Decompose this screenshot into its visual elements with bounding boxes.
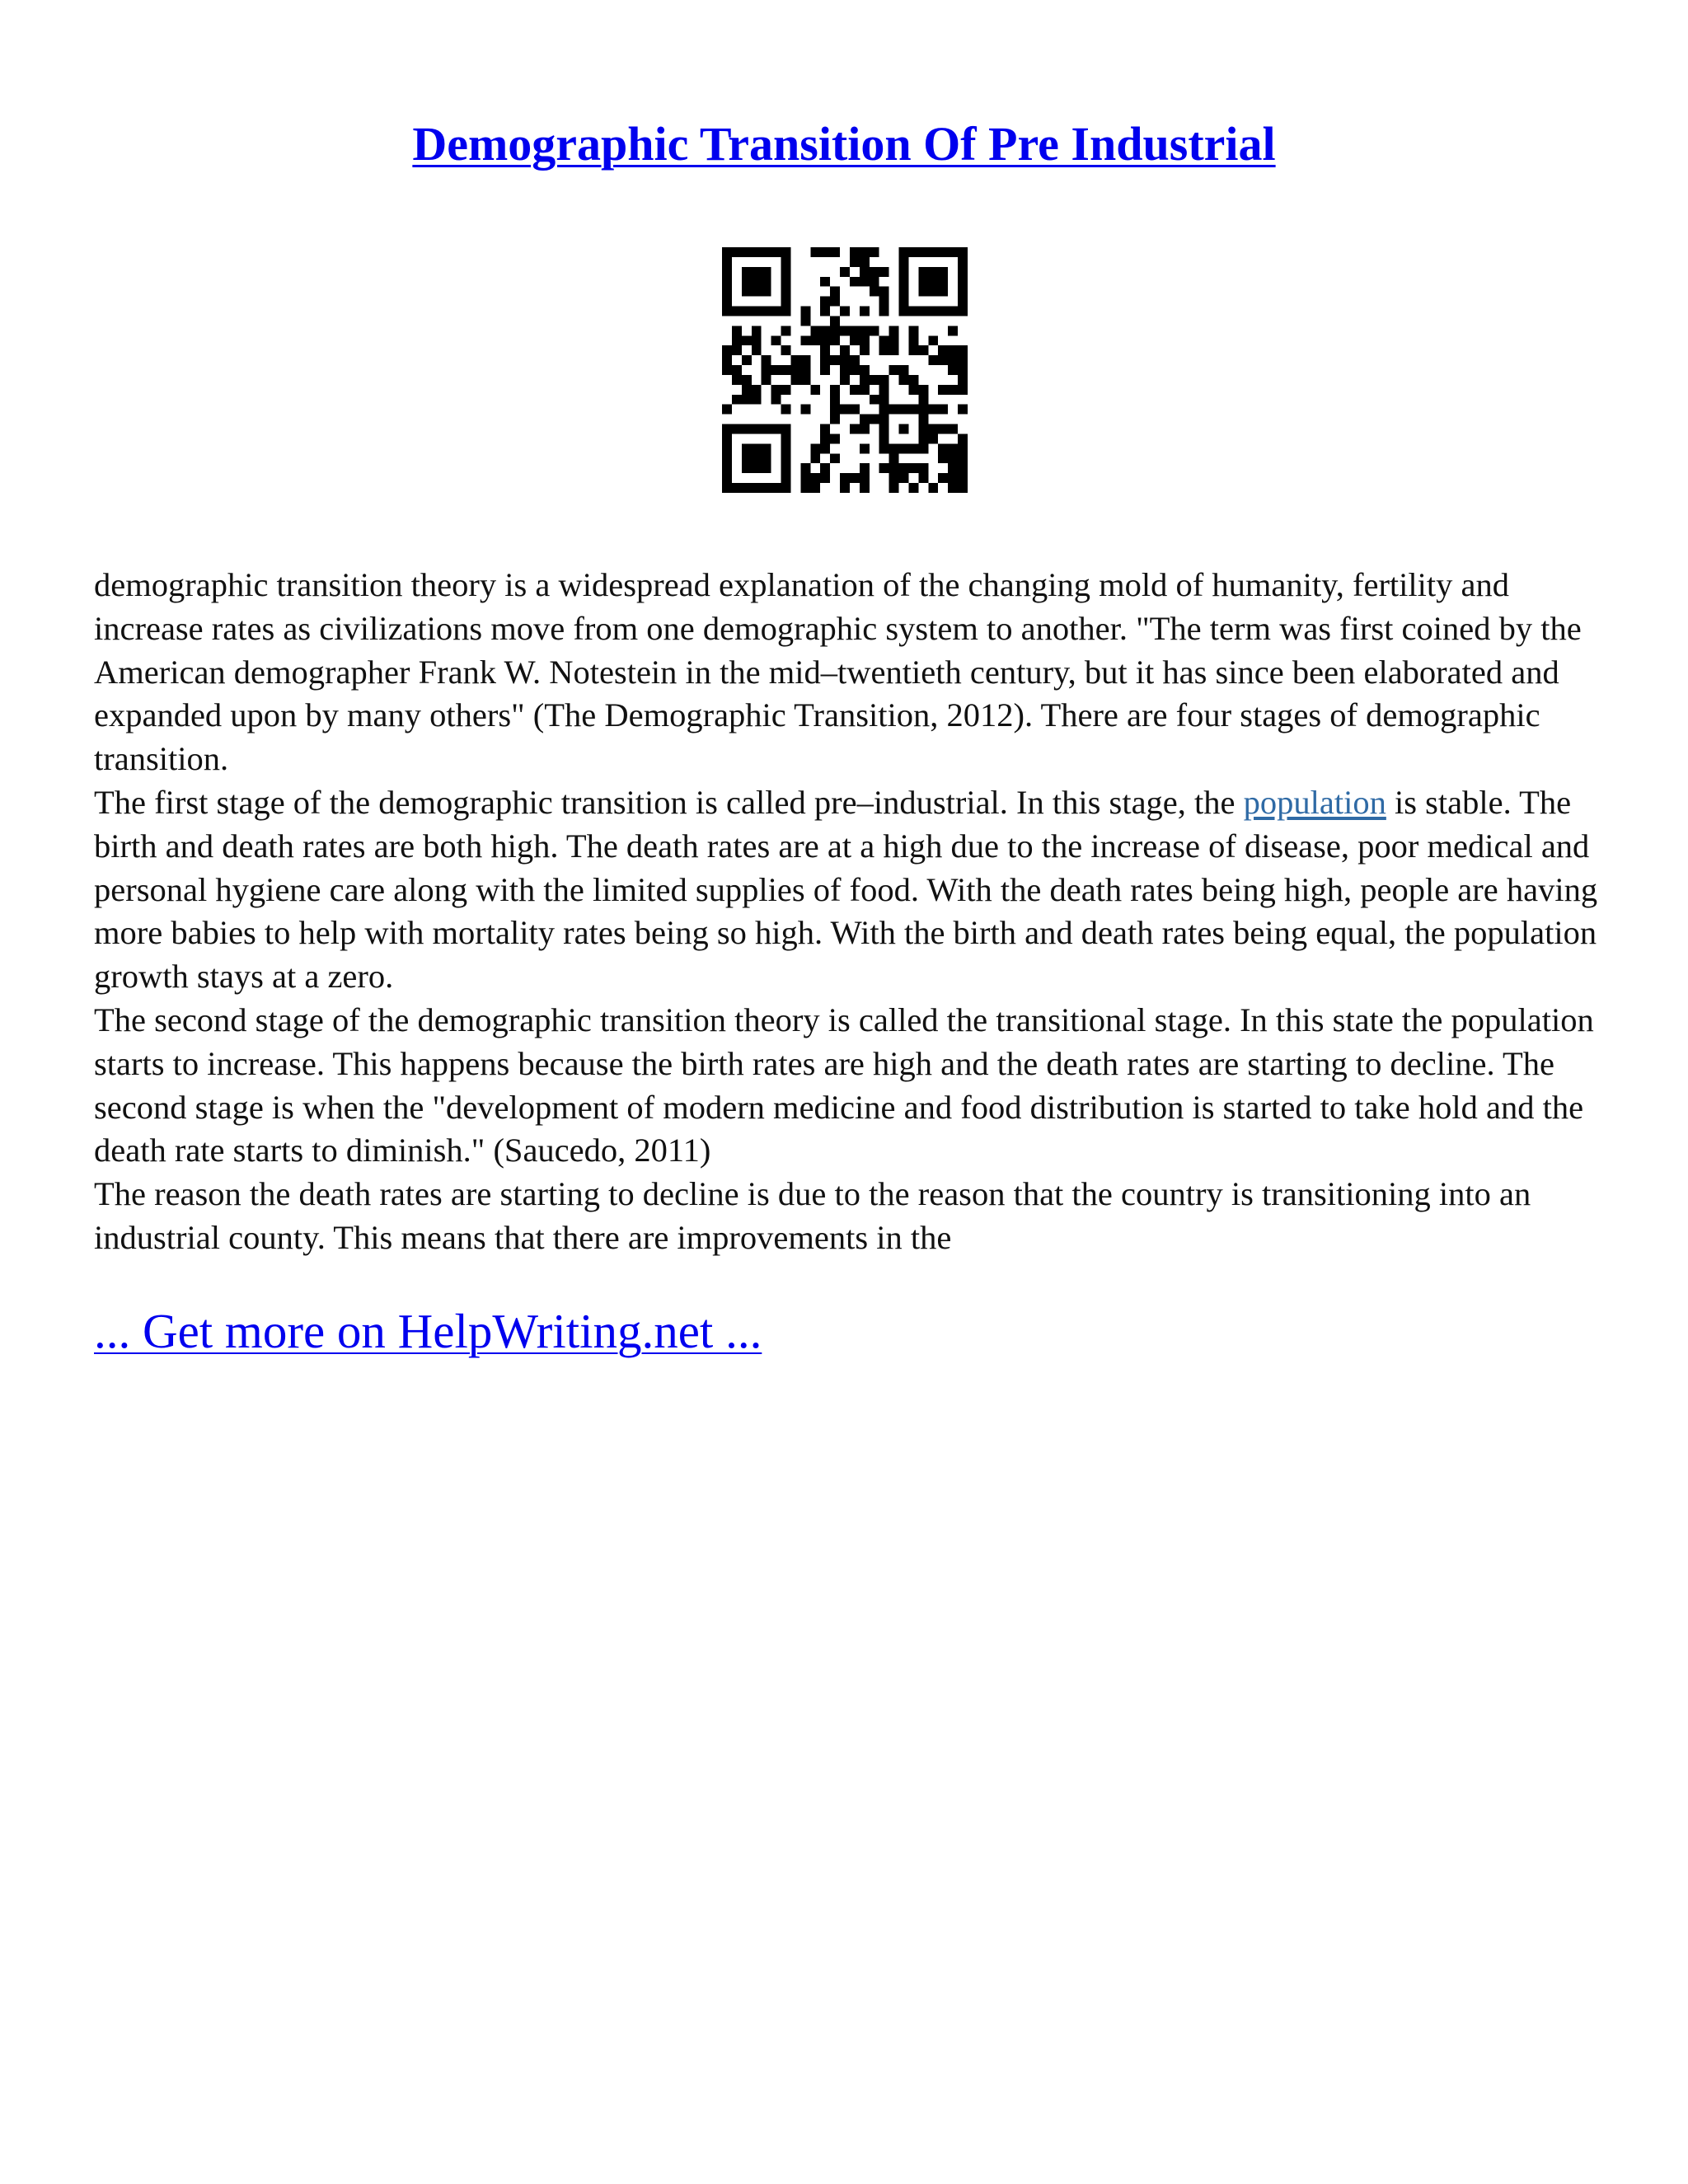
paragraph-stage-one-start: The first stage of the demographic transition is called pre–industrial. In this stage, the xyxy=(94,783,1244,821)
paragraph-intro: demographic transition theory is a widespread explanation of the changing mold of humanity, fertility and increase rates as civilizations move from one demographic system to another. "The term was first coined by the American demographer Frank W. Notestein in the mid–twentieth century, but it has since been elaborated and expanded upon by many others" (The Demographic Transition, 2012). There are four stages of demographic transition. xyxy=(94,566,1582,778)
title-link[interactable]: Demographic Transition Of Pre Industrial xyxy=(412,117,1276,171)
get-more-link[interactable]: ... Get more on HelpWriting.net ... xyxy=(94,1304,762,1358)
page-title xyxy=(0,115,1688,173)
paragraph-stage-one xyxy=(94,781,1607,999)
more-info xyxy=(94,1302,762,1360)
paragraph-stage-one-end: is stable. The birth and death rates are both high. The death rates are at a high due to the increase of disease, poor medical and personal hygiene care along with the limited supplies of food. With the death rates being high, people are having more babies to help with mortality rates being so high. With the birth and death rates being equal, the population growth stays at a zero. xyxy=(94,783,1598,996)
paragraph-stage-two: The second stage of the demographic transition theory is called the transitional stage. In this state the population starts to increase. This happens because the birth rates are high and the death rates are starting to decline. The second stage is when the "development of modern medicine and food distribution is started to take hold and the death rate starts to diminish." (Saucedo, 2011) xyxy=(94,1001,1594,1169)
qr-code-icon xyxy=(722,247,968,493)
paragraph-stage-two-continued: The reason the death rates are starting to decline is due to the reason that the country is transitioning into an industrial county. This means that there are improvements in the xyxy=(94,1175,1531,1256)
population-link[interactable]: population xyxy=(1243,783,1386,821)
article-body xyxy=(94,564,1607,1260)
